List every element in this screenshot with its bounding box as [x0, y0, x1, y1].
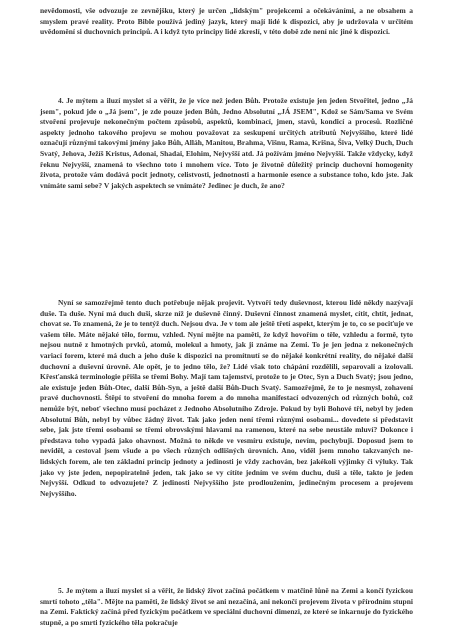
point-5-paragraph-block — [40, 586, 413, 628]
intro-paragraph-block — [40, 6, 413, 38]
point-5-paragraph: 5. Je mýtem a iluzí myslet si a věřit, že lidský život začíná počátkem v matčině lůně na Zemi a končí fyzickou smrtí tohoto „těla". Mějte na paměti, že lidský život se ani nezačíná, ani nekončí projevem života v přírodním stupni na Zemi. Faktický začíná před fyzickým počátkem ve speciální duchovní dimenzi, ze které se inkarnuje do fyzického stupně, a po smrti fyzického těla pokračuje — [40, 586, 413, 627]
body-paragraph-block — [40, 298, 413, 499]
point-4-paragraph-block — [40, 96, 413, 191]
body-paragraph: Nyní se samozřejmě tento duch potřebuje nějak projevit. Vytvoří tedy duševnost, kterou lidé někdy nazývají duše. Ta duše. Nyní má duch duši, skrze níž je duševně činný. Duševní činnost znamená myslet, cítit, chtít, jednat, chovat se. To znamená, že je to tentýž duch. Nejsou dva. Je v tom ale ještě třetí aspekt, kterým je to, co se pociťuje ve vašem těle. Máte nějaké tělo, formu, vzhled. Nyní mějte na paměti, že když hovořím o těle, vzhledu a formě, tyto nejsou nutně z hmotných prvků, atomů, molekul a hmoty, jak ji známe na Zemi. To je jen jedna z nekonečných variací forem, které má duch a jeho duše k dispozici na promítnutí se do nějaké konkrétní reality, do nějaké další duchovní a duševní úrovně. Ale opět, je to jedno tělo, že? Lidé však toto chápání rozdělili, separovali a izolovali. Křesťanská terminologie přišla se třemi Bohy. Mají tam tajemství, protože to je Otec, Syn a Duch Svatý; jsou jedno, ale existuje jeden Bůh-Otec, další Bůh-Syn, a ještě další Bůh-Duch Svatý. Samozřejmě, že to je nesmysl, zohavení pravé duchovnosti. Štěpí to stvoření do mnoha forem a do mnoha manifestací odvozených od různých bohů, což nemůže být, neboť všechno musí pocházet z Jednoho Absolutního Zdroje. Pokud by byli Bohové tři, nebyl by jeden Absolutní Bůh, nebyl by vůbec žádný život. Tak jako jeden není třemi různými osobami... dovedete si představit sebe, jak jste třemi osobami se třemi obrovskými hlavami na ramenou, které na sebe neustále mluví? Dokonce i představa toho vypadá jako ohavnost. Možná to někde ve vesmíru existuje, nevím, pochybuji. Doposud jsem to neviděl, a cestoval jsem všude a po všech různých odlišných úrovních. Ano, viděl jsem mnoho takzvaných ne-lidských forem, ale ten základní princip jednoty a jedinosti je vždy zachován, bez jakékoli výjimky či výluky. Tak jako vy jste jeden, nepopiratelně jeden, tak jako se vy cítíte jedním ve svém duchu, duši a těle, takto je jeden Nejvyšší. Odkud to odvozujete? Z jedinosti Nejvyššího jste prodloužením, jedinečným procesem a projevem Nejvyššího. — [40, 298, 413, 498]
intro-paragraph: nevědomosti, vše odvozuje ze zevnějšku, který je určen „lidským" projekcemi a očekáváními, a ne obsahem a smyslem pravé reality. Proto Bible používá jediný jazyk, který mají lidé k dispozici, aby je udržovala v určitém uvědomění si duchovních principů. A i když tyto principy lidé zkreslí, v této době zde není nic jiné k dispozici. — [40, 6, 413, 37]
point-4-paragraph: 4. Je mýtem a iluzí myslet si a věřit, že je více než jeden Bůh. Protože existuje jen jeden Stvořitel, jedno „Já jsem", pokud jde o „Já jsem", je zde pouze jeden Bůh, Jedno Absolutní „JÁ JSEM", Kdož se Sám/Sama ve Svém stvoření projevuje nekonečným počtem způsobů, aspektů, kombinací, jmen, stavů, kondicí a procesů. Rozličné aspekty jednoho takového projevu se mohou považovat za seskupení určitých atributů Nejvyššího, které lidé označují různými takovými jmény jako Bůh, Alláh, Manitou, Brahma, Višnu, Rama, Krišna, Šiva, Velký Duch, Duch Svatý, Jehova, Ježíš Kristus, Adonai, Shadai, Elohim, Nejvyšší atd. Já požívám jméno Nejvyšší. Takže vždycky, když řeknu Nejvyšší, znamená to všechno toto i mnohem více. Toto je životně důležitý princip duchovní homogenity života, protože vám dodává pocit jednoty, celistvosti, jednotnosti a harmonie esence a substance toho, kdo jste. Jak vnímáte sami sebe? V jakých aspektech se vnímáte? Jedinec je duch, že ano? — [40, 96, 413, 190]
